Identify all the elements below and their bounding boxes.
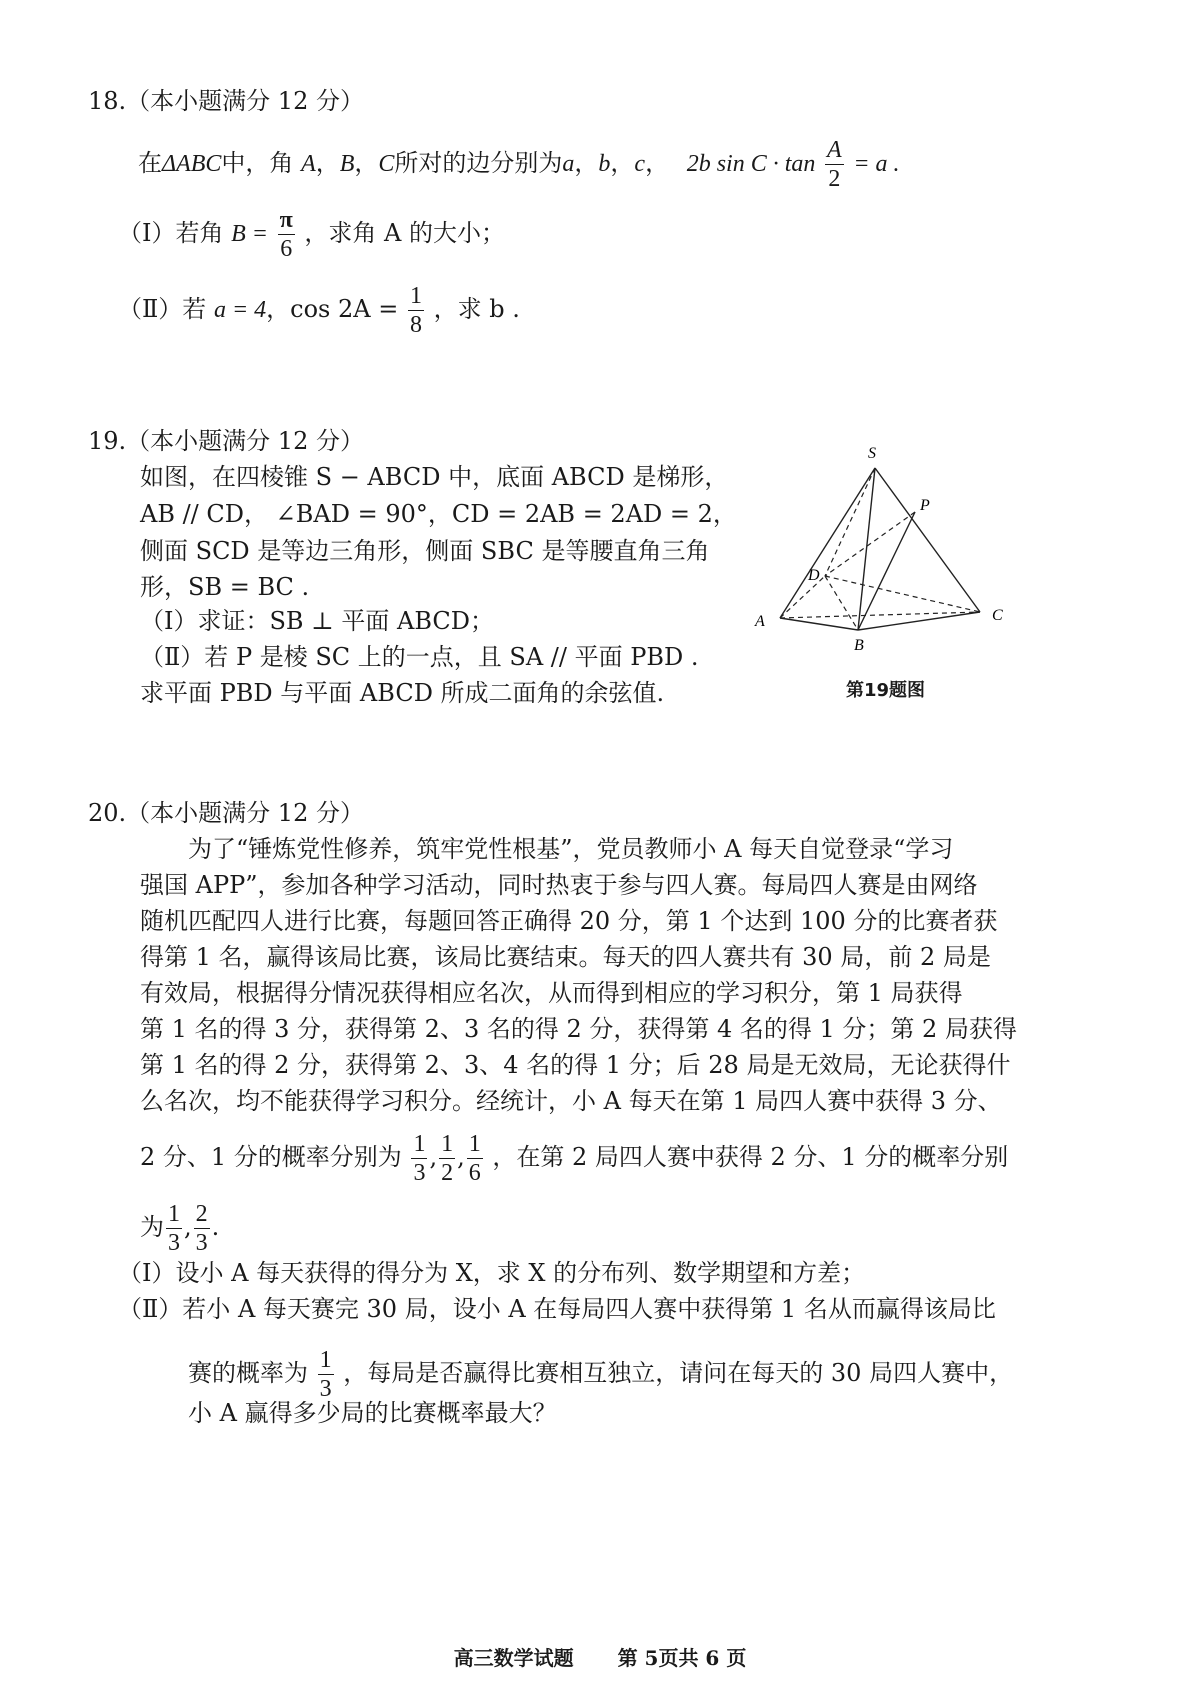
q20-p10-suffix: . [211, 1213, 220, 1241]
q20-p3: 随机匹配四人进行比赛，每题回答正确得 20 分，第 1 个达到 100 分的比赛者获 [140, 907, 998, 935]
q18-part1 [118, 206, 505, 263]
q20-frac-1-3: $\frac{1}{3}$ [413, 1131, 426, 1186]
q20-part2-frac-1-3: $\frac{1}{3}$ [319, 1347, 332, 1402]
q18-part2-prefix: （Ⅱ）若 [118, 295, 207, 323]
q20-p8: 么名次，均不能获得学习积分。经统计，小 A 每天在第 1 局四人赛中获得 3 分、 [140, 1087, 1002, 1115]
q19-line2: AB // CD， ∠BAD = 90°，CD = 2AB = 2AD = 2， [140, 500, 737, 528]
q20-frac-1-3-b: $\frac{1}{3}$ [168, 1201, 180, 1256]
q20-p10: 为 $\frac{1}{3}$ , $\frac{2}{3}$ . [140, 1201, 220, 1256]
q19-part2: （Ⅱ）若 P 是棱 SC 上的一点，且 SA // 平面 PBD . [140, 643, 699, 671]
edge-DC [825, 576, 980, 612]
edge-DB [825, 576, 858, 630]
q20-frac-2-3: $\frac{2}{3}$ [195, 1201, 208, 1256]
figure-caption: 第19题图 [846, 680, 926, 701]
q18-formula-lhs: 2b sin C · tan [686, 151, 816, 177]
q18-stem-prefix: 在 [138, 149, 162, 177]
q20-part2-l3: 小 A 赢得多少局的比赛概率最大？ [188, 1399, 557, 1427]
edge-AB [780, 618, 858, 630]
q20-frac-1-6: $\frac{1}{6}$ [468, 1131, 481, 1186]
q18-stem: 在ΔABC中，角 A，B，C所对的边分别为a，b，c， 2b sin C · tan $\frac{A}{2}$ = a . [138, 137, 900, 192]
q20-p9: 2 分、1 分的概率分别为 $\frac{1}{3}$ , $\frac{1}{2}$ , $\frac{1}{6}$ ，在第 2 局四人赛中获得 2 分、1 分的概率分别 [140, 1131, 1009, 1186]
q18-part2-suffix: ，求 b . [433, 295, 520, 323]
label-S: S [868, 445, 876, 462]
q20-p4: 得第 1 名，赢得该局比赛，该局比赛结束。每天的四人赛共有 30 局，前 2 局是 [140, 943, 991, 971]
label-D: D [808, 567, 820, 584]
q18-frac-a-over-2: $\frac{A}{2}$ [827, 137, 842, 192]
q19-line3: 侧面 SCD 是等边三角形，侧面 SBC 是等腰直角三角 [140, 537, 710, 565]
q18-formula-rhs: = a . [853, 151, 900, 177]
q20-part1: （Ⅰ）设小 A 每天获得的得分为 X，求 X 的分布列、数学期望和方差； [118, 1259, 866, 1287]
footer-page-number: 第 5页共 6 页 [617, 1646, 747, 1670]
q18-part1-var: B = [231, 221, 268, 247]
edge-SB [858, 468, 875, 630]
q19-line1: 如图，在四棱锥 S − ABCD 中，底面 ABCD 是梯形， [140, 463, 729, 491]
q20-p9-prefix: 2 分、1 分的概率分别为 [140, 1143, 402, 1171]
q18-stem-sides: 所对的边分别为 [394, 149, 563, 177]
q18-part1-suffix: ，求角 A 的大小； [304, 219, 506, 247]
q18-part2-a: a = 4 [213, 297, 267, 323]
footer-subject: 高三数学试题 [453, 1646, 574, 1670]
label-C: C [992, 607, 1003, 624]
q19-line4: 形，SB = BC . [140, 573, 310, 601]
label-P: P [920, 497, 930, 514]
q20-p7: 第 1 名的得 2 分，获得第 2、3、4 名的得 1 分；后 28 局是无效局，无论获得什 [140, 1051, 1011, 1079]
q19-line7: 求平面 PBD 与平面 ABCD 所成二面角的余弦值. [140, 679, 665, 707]
q20-p6: 第 1 名的得 3 分，获得第 2、3 名的得 2 分，获得第 4 名的得 1 分；第 2 局获得 [140, 1015, 1017, 1043]
q20-p2: 强国 APP”，参加各种学习活动，同时热衷于参与四人赛。每局四人赛是由网络 [140, 871, 978, 899]
page-footer [0, 1642, 1200, 1671]
q20-frac-1-2: $\frac{1}{2}$ [441, 1131, 454, 1186]
q20-p10-prefix: 为 [140, 1213, 164, 1241]
q18-header: 18.（本小题满分 12 分） [88, 87, 364, 115]
q20-part2-l2-suffix: ，每局是否赢得比赛相互独立，请问在每天的 30 局四人赛中， [343, 1359, 1014, 1387]
q20-header: 20.（本小题满分 12 分） [88, 799, 364, 827]
edge-SA [780, 468, 875, 618]
q20-part2-l2-prefix: 赛的概率为 [188, 1359, 308, 1387]
q19-header: 19.（本小题满分 12 分） [88, 427, 364, 455]
q20-p5: 有效局，根据得分情况获得相应名次，从而得到相应的学习积分，第 1 局获得 [140, 979, 963, 1007]
edge-SD [825, 468, 875, 576]
q18-part1-prefix: （Ⅰ）若角 [118, 219, 224, 247]
edge-BC [858, 612, 980, 630]
edge-PB [858, 512, 915, 630]
q18-part2 [118, 282, 520, 339]
q18-part2-mid: ，cos 2A = [266, 295, 399, 323]
q18-stem-mid: 中，角 [221, 149, 294, 177]
q20-part2-l2 [188, 1346, 1013, 1403]
q18-frac-1-over-8: $\frac{1}{8}$ [409, 283, 422, 338]
label-A: A [755, 613, 765, 630]
q18-triangle: ΔABC [162, 151, 222, 177]
q20-p9-suffix: ，在第 2 局四人赛中获得 2 分、1 分的概率分别 [492, 1143, 1009, 1171]
edge-SC [875, 468, 980, 612]
q18-frac-pi-over-6: $\frac{\pi}{6}$ [279, 207, 293, 262]
label-B: B [854, 637, 864, 654]
q20-p1: 为了“锤炼党性修养，筑牢党性根基”，党员教师小 A 每天自觉登录“学习 [188, 835, 954, 863]
q20-part2-l1: （Ⅱ）若小 A 每天赛完 30 局，设小 A 在每局四人赛中获得第 1 名从而赢得该局比 [118, 1295, 996, 1323]
q19-part1: （Ⅰ）求证：SB ⊥ 平面 ABCD； [140, 607, 495, 635]
